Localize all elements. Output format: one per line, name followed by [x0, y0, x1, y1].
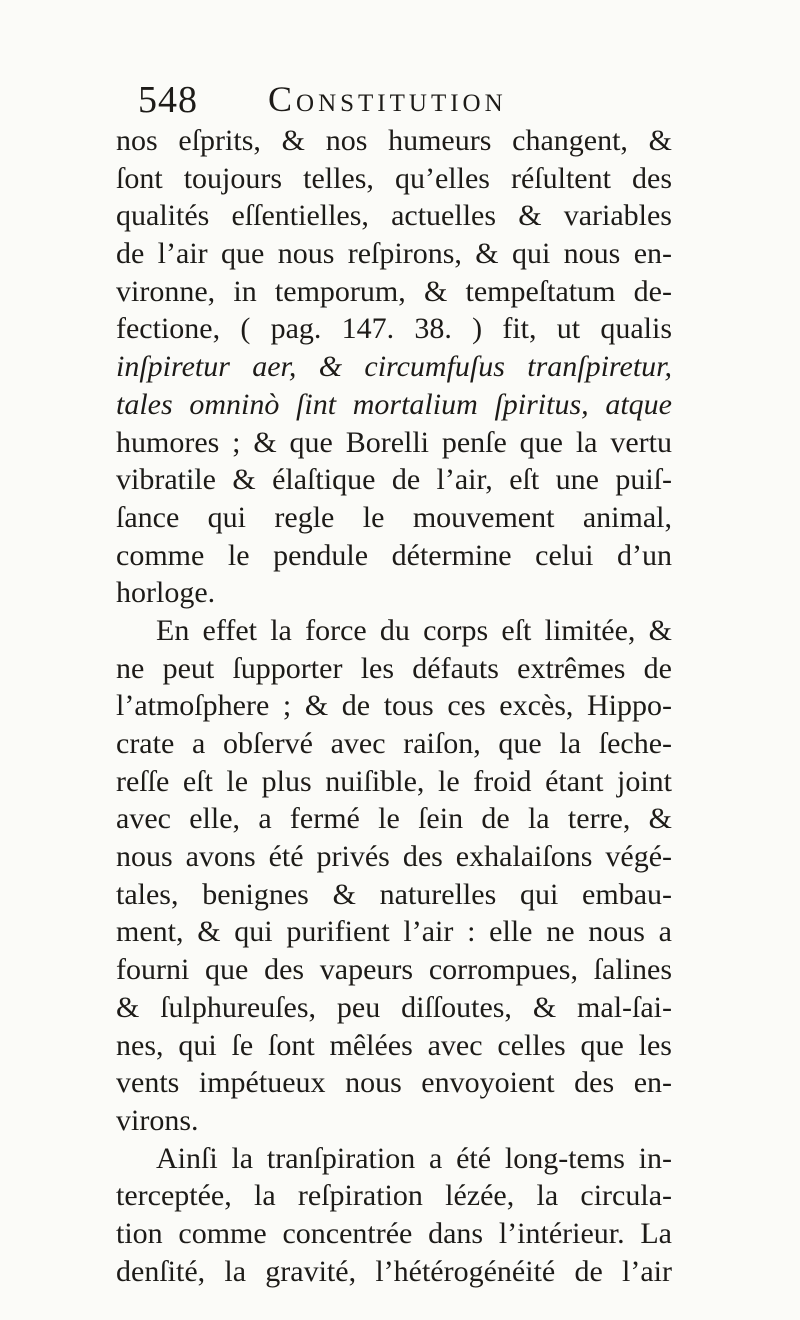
- page-number: 548: [138, 79, 198, 121]
- text-line: tales omninò ſint mortalium ſpiritus, atque: [116, 387, 672, 421]
- text-line: denſité, la gravité, l’hétérogénéité de l’air: [116, 1254, 672, 1288]
- text-line: horloge.: [116, 576, 216, 610]
- text-line: & ſulphureuſes, peu diſſoutes, & mal-ſai-: [116, 990, 672, 1024]
- text-line: avec elle, a fermé le ſein de la terre, &: [116, 802, 672, 836]
- text-line: vibratile & élaſtique de l’air, eſt une puiſ-: [116, 463, 672, 497]
- text-line: crate a obſervé avec raiſon, que la ſeche-: [116, 727, 672, 760]
- text-line: qualités eſſentielles, actuelles & variables: [116, 199, 672, 233]
- text-line: ment, & qui purifient l’air : elle ne nous a: [116, 915, 672, 949]
- text-line: ne peut ſupporter les défauts extrêmes de: [116, 651, 672, 685]
- text-line: tales, benignes & naturelles qui embau-: [116, 877, 672, 911]
- page-header: [138, 74, 658, 126]
- text-line: tion comme concentrée dans l’intérieur. La: [116, 1216, 672, 1250]
- text-line: ſont toujours telles, qu’elles réſultent des: [116, 161, 672, 195]
- text-line: terceptée, la reſpiration lézée, la circula-: [116, 1179, 672, 1213]
- text-line: comme le pendule détermine celui d’un: [116, 538, 672, 572]
- text-line: ſance qui regle le mouvement animal,: [116, 500, 672, 534]
- text-line: nous avons été privés des exhalaiſons végé-: [116, 840, 672, 874]
- body-text: [116, 122, 672, 1290]
- text-line: fourni que des vapeurs corrompues, ſalines: [116, 953, 672, 987]
- text-line: virons.: [116, 1103, 199, 1137]
- running-title: Constitution: [268, 79, 507, 119]
- text-line: nes, qui ſe ſont mêlées avec celles que les: [116, 1028, 672, 1062]
- text-line: l’atmoſphere ; & de tous ces excès, Hippo-: [116, 689, 672, 723]
- text-line: inſpiretur aer, & circumfuſus tranſpiretur,: [116, 350, 672, 384]
- text-line: reſſe eſt le plus nuiſible, le froid étant joint: [116, 764, 672, 798]
- text-line: vironne, in temporum, & tempeſtatum de-: [116, 274, 672, 308]
- text-line: vents impétueux nous envoyoient des en-: [116, 1066, 672, 1100]
- text-line: de l’air que nous reſpirons, & qui nous en-: [116, 237, 672, 271]
- text-line: humores ; & que Borelli penſe que la vertu: [116, 425, 672, 459]
- text-line: nos eſprits, & nos humeurs changent, &: [116, 124, 672, 157]
- text-line: Ainſi la tranſpiration a été long-tems in-: [156, 1141, 672, 1175]
- text-line: En effet la force du corps eſt limitée, &: [156, 613, 672, 647]
- text-line: fectione, ( pag. 147. 38. ) fit, ut qualis: [116, 312, 672, 346]
